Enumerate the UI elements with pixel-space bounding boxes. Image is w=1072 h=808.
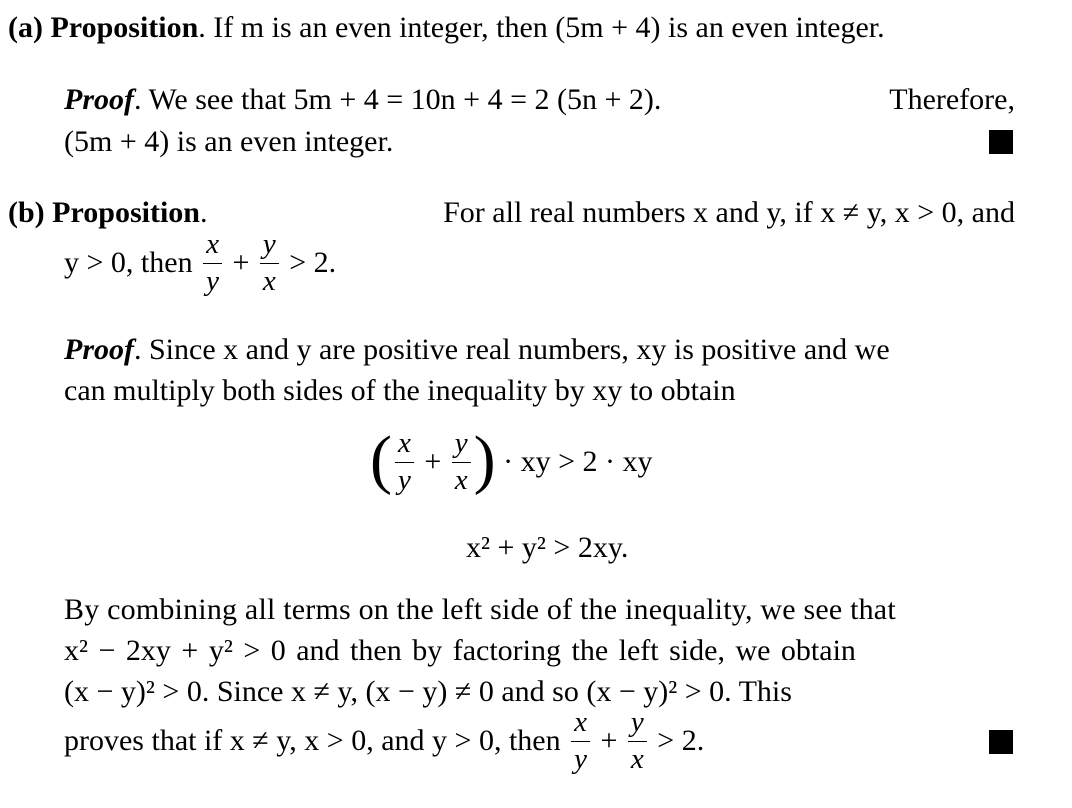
part-b-proposition-line-2: y > 0, then $\frac{x}{y}$ + $\frac{y}{x}$ > 2.: [64, 228, 337, 298]
part-b-heading: Proposition: [52, 196, 200, 229]
part-a-label: (a): [8, 11, 43, 44]
para-fraction-x-over-y: $\frac{x}{y}$: [571, 708, 590, 774]
part-b-para-text-4b: > 2.: [657, 724, 705, 757]
part-a-proof-line-2: (5m + 4) is an even integer.: [64, 125, 394, 158]
display-equation-1: ( $\frac{x}{y}$ + $\frac{y}{x}$ ) · xy > 2 · xy: [370, 423, 653, 497]
part-b-para-line-2: x² − 2xy + y² > 0 and then by factoring the left side, we obtain: [64, 634, 856, 667]
part-a-proposition: (a) Proposition. If m is an even integer, then (5m + 4) is an even integer.: [8, 11, 885, 44]
part-b-para-line-3: (x − y)² > 0. Since x ≠ y, (x − y) ≠ 0 and so (x − y)² > 0. This: [64, 675, 792, 708]
part-b-proposition-line-1: (b) Proposition. For all real numbers x and y, if x ≠ y, x > 0, and: [8, 196, 1015, 229]
part-b-prop-text-2b: > 2.: [289, 246, 337, 279]
part-a-proof-label: Proof: [64, 83, 134, 116]
part-a-prop-text: If m is an even integer, then (5m + 4) is an even integer.: [213, 11, 885, 44]
part-a-proof-text-1: We see that 5m + 4 = 10n + 4 = 2 (5n + 2).: [148, 83, 662, 116]
part-b-proof-line-2: can multiply both sides of the inequality by xy to obtain: [64, 374, 736, 407]
para-fraction-y-over-x: $\frac{y}{x}$: [628, 708, 647, 774]
part-b-prop-text-2a: y > 0, then: [64, 246, 193, 279]
part-b-proof-text-1: Since x and y are positive real numbers, xy is positive and we: [149, 333, 890, 366]
fraction-y-over-x: $\frac{y}{x}$: [260, 230, 279, 296]
part-b-proof-line-1: Proof. Since x and y are positive real numbers, xy is positive and we: [64, 333, 890, 366]
qed-square-icon: [989, 130, 1013, 154]
part-b-para-line-4: proves that if x ≠ y, x > 0, and y > 0, then $\frac{x}{y}$ + $\frac{y}{x}$ > 2.: [64, 706, 705, 776]
qed-square-icon: [989, 730, 1013, 754]
equation-1-rhs: · xy > 2 · xy: [503, 445, 653, 478]
eq-fraction-y-over-x: $\frac{y}{x}$: [452, 429, 471, 495]
part-a-proof-line-1: Proof. We see that 5m + 4 = 10n + 4 = 2 (5n + 2). Therefore,: [64, 83, 1015, 116]
display-equation-2: x² + y² > 2xy.: [466, 531, 629, 564]
part-b-prop-text-1: For all real numbers x and y, if x ≠ y, x > 0, and: [443, 196, 1015, 229]
eq-fraction-x-over-y: $\frac{x}{y}$: [395, 429, 414, 495]
fraction-x-over-y: $\frac{x}{y}$: [203, 230, 222, 296]
part-b-para-text-4a: proves that if x ≠ y, x > 0, and y > 0, then: [64, 724, 561, 757]
part-a-proof-text-1b: Therefore,: [889, 83, 1015, 116]
part-b-para-line-1: By combining all terms on the left side of the inequality, we see that: [64, 593, 896, 626]
part-b-proof-label: Proof: [64, 333, 134, 366]
part-a-heading: Proposition: [50, 11, 199, 44]
part-b-label: (b): [8, 196, 45, 229]
